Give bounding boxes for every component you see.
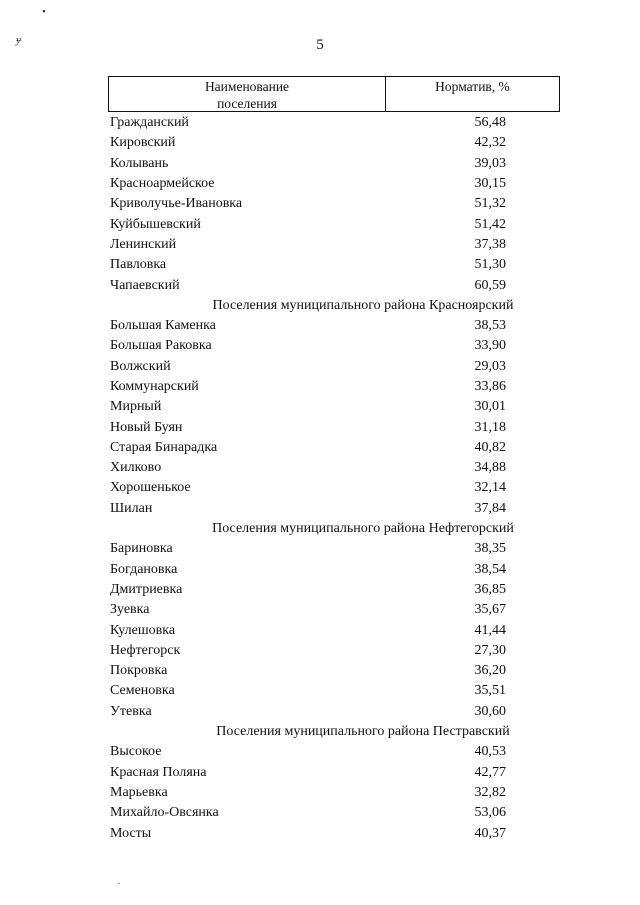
section-heading: Поселения муниципального района Красноярский [212, 297, 514, 313]
header-name-line: поселения [217, 96, 277, 111]
table-row [110, 803, 560, 823]
table-row [110, 397, 560, 417]
settlement-name: Мирный [110, 399, 162, 415]
normative-value: 38,53 [474, 318, 506, 334]
normative-value: 30,01 [474, 399, 506, 415]
normative-value: 36,85 [474, 581, 506, 597]
header-name-line: Наименование [204, 79, 290, 94]
settlement-name: Красная Поляна [110, 764, 207, 780]
settlement-name: Утевка [110, 703, 152, 719]
settlement-name: Коммунарский [110, 379, 199, 394]
settlement-name: Большая Раковка [110, 338, 212, 354]
normative-value: 27,30 [474, 642, 506, 658]
normative-value: 38,54 [474, 561, 506, 577]
settlement-name: Нефтегорск [110, 642, 181, 658]
section-heading: Поселения муниципального района Пестравский [216, 724, 510, 740]
table-header [108, 76, 560, 112]
settlement-name: Хорошенькое [110, 480, 191, 496]
settlement-name: Новый Буян [110, 419, 183, 435]
table-row [110, 742, 560, 762]
settlement-name: Шилан [110, 500, 153, 516]
table-row [110, 458, 560, 478]
settlement-name: Чапаевский [110, 277, 180, 293]
table-row [110, 316, 560, 336]
section-heading: Поселения муниципального района Нефтегорский [212, 521, 514, 537]
normative-value: 40,37 [474, 825, 506, 841]
table-row [110, 823, 560, 843]
table-row [110, 113, 560, 133]
table-row [110, 763, 560, 783]
table-row [110, 235, 560, 255]
normative-value: 38,35 [474, 541, 506, 557]
normative-value: 51,42 [474, 216, 506, 232]
settlement-name: Красноармейское [110, 176, 215, 192]
margin-mark: ɏ [16, 34, 21, 46]
settlement-name: Бариновка [110, 541, 173, 557]
table-row [110, 357, 560, 377]
settlement-name: Колывань [110, 155, 169, 171]
table-row [110, 133, 560, 153]
settlement-name: Семеновка [110, 683, 175, 699]
settlement-name: Мосты [110, 825, 152, 841]
table-row [110, 600, 560, 620]
settlement-name: Хилково [110, 460, 162, 476]
table-row [110, 702, 560, 722]
settlement-name: Старая Бинарадка [110, 439, 218, 455]
settlement-name: Куйбышевский [110, 216, 201, 232]
table-row [110, 560, 560, 580]
table-row [110, 580, 560, 600]
normative-value: 60,59 [474, 277, 506, 293]
section-heading-row [110, 722, 560, 742]
normative-value: 34,88 [474, 460, 506, 476]
table-body [110, 113, 560, 844]
table-row [110, 336, 560, 356]
section-heading-row [110, 519, 560, 539]
settlement-name: Зуевка [110, 602, 150, 618]
normative-value: 35,51 [474, 683, 506, 699]
normative-value: 32,14 [474, 480, 506, 496]
normative-value: 37,38 [474, 236, 506, 252]
table-row [110, 539, 560, 559]
scan-speck [118, 883, 120, 884]
table-row [110, 275, 560, 295]
table-row [110, 681, 560, 701]
normative-value: 39,03 [474, 155, 506, 171]
normative-value: 30,60 [474, 703, 506, 719]
normative-value: 37,84 [474, 500, 506, 516]
normative-value: 53,06 [474, 805, 506, 821]
normative-value: 51,32 [474, 196, 506, 212]
margin-mark: • [42, 6, 46, 18]
normative-value: 31,18 [474, 419, 506, 435]
header-normative-cell: Норматив, % [435, 79, 510, 94]
settlement-name: Гражданский [110, 115, 189, 131]
normative-value: 30,15 [474, 176, 506, 192]
settlement-name: Ленинский [110, 236, 177, 252]
normative-value: 42,32 [474, 135, 506, 151]
table-row [110, 478, 560, 498]
table-row [110, 641, 560, 661]
settlement-name: Марьевка [110, 784, 168, 800]
settlement-name: Павловка [110, 257, 167, 273]
normative-value: 51,30 [474, 257, 506, 273]
page-number: 5 [316, 37, 324, 53]
settlement-name: Высокое [110, 744, 162, 760]
table-row [110, 620, 560, 640]
settlement-name: Покровка [110, 663, 168, 679]
normative-value: 29,03 [474, 358, 506, 374]
normative-value: 33,86 [474, 379, 506, 394]
table-row [110, 783, 560, 803]
table-row [110, 194, 560, 214]
settlement-name: Кулешовка [110, 622, 176, 638]
table-row [110, 417, 560, 437]
table-row [110, 438, 560, 458]
settlement-name: Волжский [110, 358, 171, 374]
table-row [110, 499, 560, 519]
normative-value: 35,67 [474, 602, 506, 618]
section-heading-row [110, 296, 560, 316]
settlement-name: Михайло-Овсянка [110, 805, 219, 821]
normative-value: 32,82 [474, 784, 506, 800]
table-row [110, 154, 560, 174]
table-row [110, 377, 560, 397]
normative-value: 33,90 [474, 338, 506, 354]
settlement-name: Богдановка [110, 561, 178, 577]
table-row [110, 255, 560, 275]
normative-value: 41,44 [474, 622, 506, 638]
settlement-name: Дмитриевка [110, 581, 183, 597]
settlement-name: Криволучье-Ивановка [110, 196, 243, 212]
table-row [110, 214, 560, 234]
normative-value: 36,20 [474, 663, 506, 679]
normative-value: 40,53 [474, 744, 506, 760]
settlement-name: Большая Каменка [110, 318, 216, 334]
normative-value: 40,82 [474, 439, 506, 455]
settlement-name: Кировский [110, 135, 176, 151]
header-name-cell [109, 77, 386, 111]
table-row [110, 174, 560, 194]
normative-value: 56,48 [474, 115, 506, 131]
normative-value: 42,77 [474, 764, 506, 780]
table-row [110, 661, 560, 681]
